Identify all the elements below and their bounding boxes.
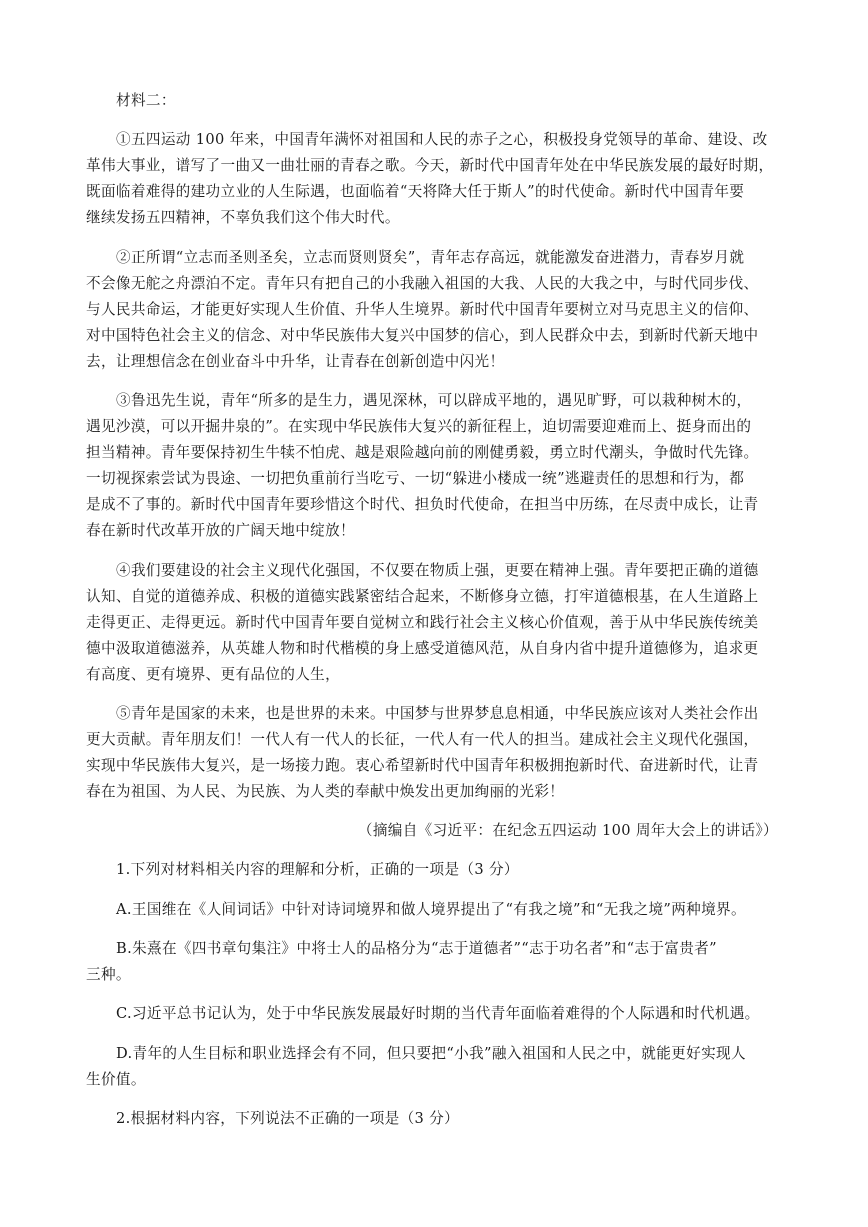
paragraph-3-line-3: 担当精神。青年要保持初生牛犊不怕虎、越是艰险越向前的刚健勇毅，勇立时代潮头，争做时代先锋。 xyxy=(86,444,759,461)
paragraph-1-line-2: 革伟大事业，谱写了一曲又一曲壮丽的青春之歌。今天，新时代中国青年处在中华民族发展的最好时期， xyxy=(86,157,774,174)
paragraph-2-line-5: 去，让理想信念在创业奋斗中升华，让青春在创新创造中闪光！ xyxy=(86,353,505,370)
paragraph-1-line-4: 继续发扬五四精神，不辜负我们这个伟大时代。 xyxy=(86,209,400,226)
paragraph-2-line-2: 不会像无舵之舟漂泊不定。青年只有把自己的小我融入祖国的大我、人民的大我之中，与时代同步伐、 xyxy=(86,275,759,292)
paragraph-3-line-4: 一切视探索尝试为畏途、一切把负重前行当吃亏、一切“躲进小楼成一统”逃避责任的思想和行为，都 xyxy=(86,470,745,487)
option-d-line-1: D.青年的人生目标和职业选择会有不同，但只要把“小我”融入祖国和人民之中，就能更好实现人 xyxy=(116,1045,746,1062)
paragraph-4-line-5: 有高度、更有境界、更有品位的人生， xyxy=(86,666,341,683)
paragraph-1-line-3: 既面临着难得的建功立业的人生际遇，也面临着“天将降大任于斯人”的时代使命。新时代中国青年要 xyxy=(86,183,745,200)
option-b-line-2: 三种。 xyxy=(86,966,131,983)
paragraph-5-line-4: 春在为祖国、为人民、为民族、为人类的奉献中焕发出更加绚丽的光彩！ xyxy=(86,783,565,800)
paragraph-2-line-1: ②正所谓“立志而圣则圣矣，立志而贤则贤矣”，青年志存高远，就能激发奋进潜力，青春岁月就 xyxy=(116,249,745,266)
option-b-line-1: B.朱熹在《四书章句集注》中将士人的品格分为“志于道德者”“志于功名者”和“志于富贵者” xyxy=(116,940,717,957)
paragraph-4-line-4: 德中汲取道德滋养，从英雄人物和时代楷模的身上感受道德风范，从自身内省中提升道德修为，追求更 xyxy=(86,640,759,657)
paragraph-1-line-1: ①五四运动 100 年来，中国青年满怀对祖国和人民的赤子之心，积极投身党领导的革命、建设、改 xyxy=(116,131,768,148)
paragraph-5-line-3: 实现中华民族伟大复兴，是一场接力跑。衷心希望新时代中国青年积极拥抱新时代、奋进新时代，让青 xyxy=(86,757,759,774)
source-citation: （摘编自《习近平：在纪念五四运动 100 周年大会上的讲话》） xyxy=(357,822,778,839)
paragraph-5-line-1: ⑤青年是国家的未来，也是世界的未来。中国梦与世界梦息息相通，中华民族应该对人类社会作出 xyxy=(116,705,759,722)
paragraph-2-line-4: 对中国特色社会主义的信念、对中华民族伟大复兴中国梦的信心，到人民群众中去，到新时代新天地中 xyxy=(86,327,759,344)
option-c: C.习近平总书记认为，处于中华民族发展最好时期的当代青年面临着难得的个人际遇和时代机遇。 xyxy=(116,1005,760,1022)
option-a: A.王国维在《人间词话》中针对诗词境界和做人境界提出了“有我之境”和“无我之境”两种境界。 xyxy=(116,901,746,918)
paragraph-3-line-6: 春在新时代改革开放的广阔天地中绽放！ xyxy=(86,522,355,539)
option-d-line-2: 生价值。 xyxy=(86,1071,146,1088)
paragraph-3-line-2: 遇见沙漠，可以开掘井泉的”。在实现中华民族伟大复兴的新征程上，迫切需要迎难而上、挺身而出的 xyxy=(86,418,752,435)
question-2: 2.根据材料内容，下列说法不正确的一项是（3 分） xyxy=(116,1110,460,1127)
question-1: 1.下列对材料相关内容的理解和分析，正确的一项是（3 分） xyxy=(116,861,519,878)
paragraph-3-line-1: ③鲁迅先生说，青年“所多的是生力，遇见深林，可以辟成平地的，遇见旷野，可以栽种树木的， xyxy=(116,392,752,409)
paragraph-5-line-2: 更大贡献。青年朋友们！一代人有一代人的长征，一代人有一代人的担当。建成社会主义现代化强国， xyxy=(86,731,759,748)
paragraph-4-line-1: ④我们要建设的社会主义现代化强国，不仅要在物质上强，更要在精神上强。青年要把正确的道德 xyxy=(116,562,759,579)
paragraph-2-line-3: 与人民共命运，才能更好实现人生价值、升华人生境界。新时代中国青年要树立对马克思主义的信仰、 xyxy=(86,301,759,318)
paragraph-3-line-5: 是成不了事的。新时代中国青年要珍惜这个时代、担负时代使命，在担当中历练，在尽责中成长，让青 xyxy=(86,496,759,513)
section-heading: 材料二： xyxy=(116,92,176,109)
paragraph-4-line-2: 认知、自觉的道德养成、积极的道德实践紧密结合起来，不断修身立德，打牢道德根基，在人生道路上 xyxy=(86,588,759,605)
paragraph-4-line-3: 走得更正、走得更远。新时代中国青年要自觉树立和践行社会主义核心价值观，善于从中华民族传统美 xyxy=(86,614,759,631)
